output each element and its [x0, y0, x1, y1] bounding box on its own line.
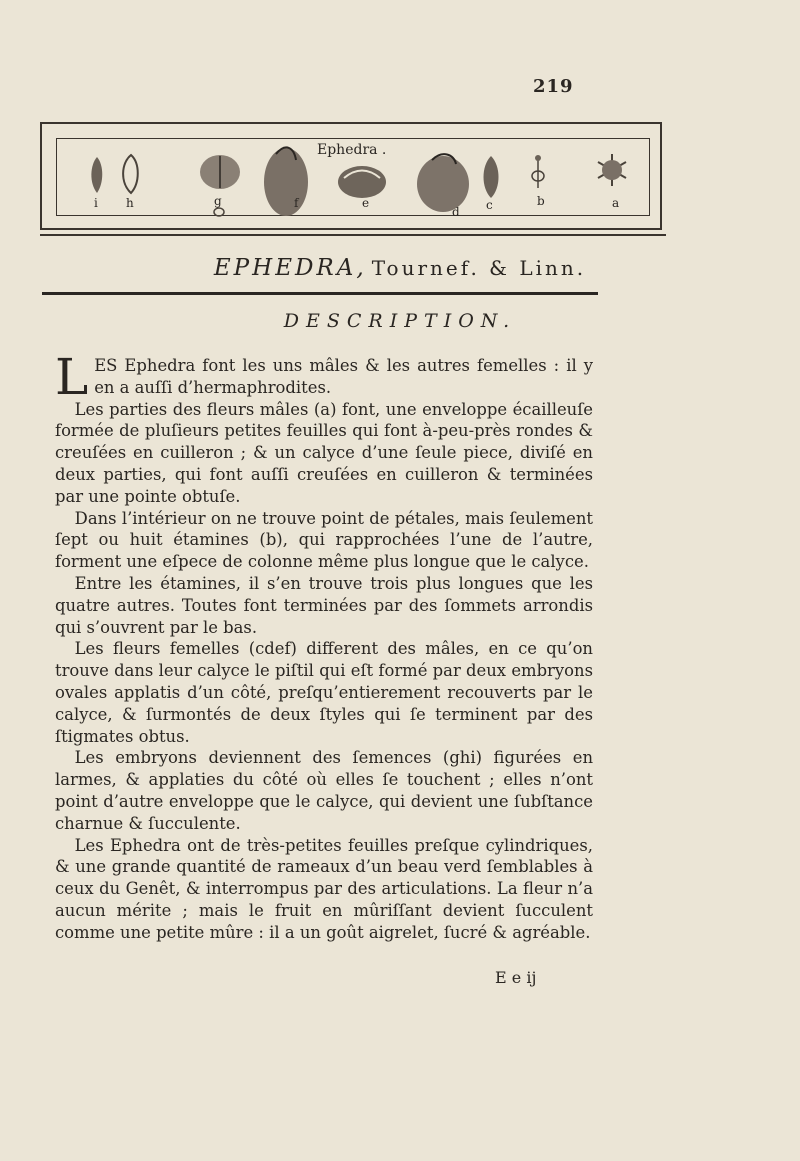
paragraph-3: Dans l’intérieur on ne trouve point de pétales, mais ſeulement ſept ou huit étamines (b), qui rapprochées l’une de l’autre, forment une eſpece de colonne même plus longue que le calyce. [55, 508, 593, 572]
figure-label-i: i [94, 196, 98, 210]
catchword: E e ij [495, 968, 537, 987]
plate-bottom-rule [40, 234, 666, 236]
seed-h-drawing [118, 153, 144, 195]
female-flower-c-drawing [477, 152, 505, 202]
plate-title: Ephedra . [313, 142, 390, 158]
figure-label-f: f [294, 196, 299, 210]
paragraph-7: Les Ephedra ont de très-petites feuilles preſque cylindriques, & une grande quantité de rameaux d’un beau verd ſemblables à ceux du Genêt, & interrompus par des articulations. La fleur n’a aucun mérite ; mais le fruit en mûriſſant devient ſucculent comme une petite mûre : il a un goût aigrelet, ſucré & agréable. [55, 835, 593, 942]
stamens-b-drawing [528, 152, 548, 192]
paragraph-1: LES Ephedra font les uns mâles & les autres femelles : il y en a auſſi d’hermaphrodites. [55, 348, 593, 406]
genus-name: EPHEDRA, [213, 255, 367, 281]
figure-label-e: e [362, 196, 370, 210]
figure-label-g: g [214, 194, 222, 208]
description-text [55, 348, 593, 944]
female-flower-f-drawing [258, 140, 314, 220]
drop-cap: L [55, 348, 89, 406]
figure-label-a: a [612, 196, 620, 210]
female-flower-d-drawing [412, 150, 474, 214]
seed-pair-g-drawing [197, 152, 243, 192]
section-heading: DESCRIPTION. [283, 310, 517, 332]
seed-cross-section-drawing [212, 206, 226, 218]
genus-heading [0, 255, 800, 281]
figure-label-b: b [537, 194, 545, 208]
figure-label-c: c [486, 198, 493, 212]
paragraph-2: Les parties des fleurs mâles (a) font, une enveloppe écailleuſe formée de pluſieurs petites feuilles qui font à-peu-près rondes & creuſées en cuilleron ; & un calyce d’une ſeule piece, diviſé en deux parties, qui font auſſi creuſées en cuilleron & terminées par une pointe obtuſe. [55, 399, 593, 506]
page-number: 219 [533, 76, 574, 97]
paragraph-5: Les fleurs femelles (cdef) different des mâles, en ce qu’on trouve dans leur calyce le piſtil qui eſt formé par deux embryons ovales applatis d’un côté, preſqu’entierement recouverts par le calyce, & ſurmontés de deux ſtyles qui ſe terminent par des ſtigmates obtus. [55, 639, 593, 746]
paragraph-6: Les embryons deviennent des ſemences (ghi) figurées en larmes, & applaties du côté où elles ſe touchent ; elles n’ont point d’autre enveloppe que le calyce, qui devient une ſubſtance charnue & ſucculente. [55, 748, 593, 833]
figure-label-d: d [452, 205, 460, 219]
male-flower-a-drawing [590, 150, 634, 190]
seed-i-drawing [86, 155, 108, 195]
heading-rule [42, 292, 598, 295]
paragraph-4: Entre les étamines, il s’en trouve trois plus longues que les quatre autres. Toutes font terminées par des ſommets arrondis qui s’ouvrent par le bas. [55, 573, 593, 637]
figure-label-h: h [126, 196, 134, 210]
genus-authors: Tournef. & Linn. [371, 256, 587, 280]
